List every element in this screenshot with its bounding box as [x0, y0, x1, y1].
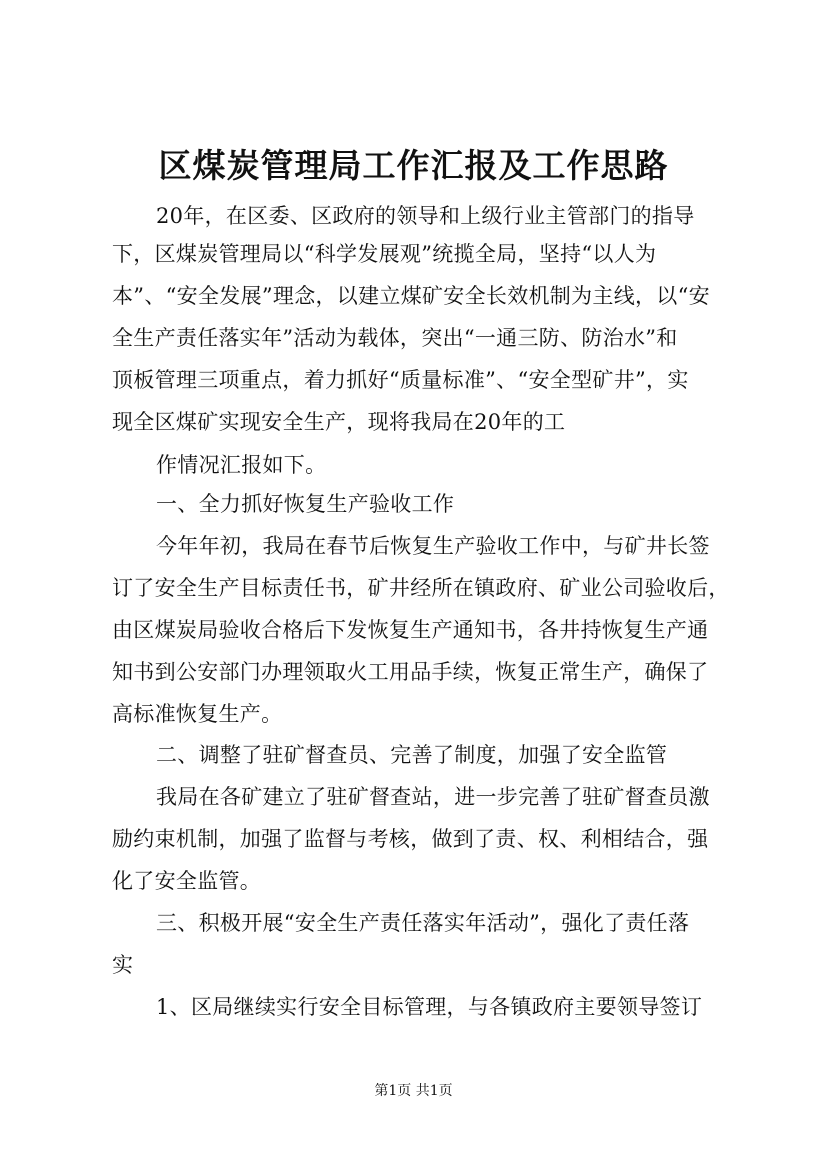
paragraph-line: 1、区局继续实行安全目标管理，与各镇政府主要领导签订 [156, 995, 703, 1019]
paragraph-line: 订了安全生产目标责任书，矿井经所在镇政府、矿业公司验收后， [112, 576, 730, 600]
section-heading: 一、全力抓好恢复生产验收工作 [156, 492, 455, 516]
document-title: 区煤炭管理局工作汇报及工作思路 [158, 146, 669, 185]
paragraph-line: 作情况汇报如下。 [156, 453, 327, 477]
paragraph-line: 我局在各矿建立了驻矿督查站，进一步完善了驻矿督查员激 [156, 785, 710, 809]
paragraph-line: 今年年初，我局在春节后恢复生产验收工作中，与矿井长签 [156, 534, 710, 558]
paragraph-line: 现全区煤矿实现安全生产，现将我局在20年的工 [112, 410, 566, 434]
paragraph-line: 由区煤炭局验收合格后下发恢复生产通知书，各井持恢复生产通 [112, 618, 709, 642]
paragraph-line: 本”、“安全发展”理念，以建立煤矿安全长效机制为主线，以“安 [112, 284, 710, 308]
paragraph-line: 知书到公安部门办理领取火工用品手续，恢复正常生产，确保了 [112, 660, 709, 684]
paragraph-line: 顶板管理三项重点，着力抓好“质量标准”、“安全型矿井”，实 [112, 368, 689, 392]
paragraph-line: 高标准恢复生产。 [112, 702, 283, 726]
paragraph-line: 下，区煤炭管理局以“科学发展观”统揽全局，坚持“以人为 [112, 242, 657, 266]
section-heading: 二、调整了驻矿督查员、完善了制度，加强了安全监管 [156, 743, 668, 767]
section-heading: 三、积极开展“安全生产责任落实年活动”，强化了责任落 [156, 911, 690, 935]
page-footer: 第1页 共1页 [374, 1083, 453, 1099]
paragraph-line: 全生产责任落实年”活动为载体，突出“一通三防、防治水”和 [112, 326, 678, 350]
section-heading-continued: 实 [112, 953, 134, 977]
paragraph-line: 励约束机制，加强了监督与考核，做到了责、权、利相结合，强 [112, 827, 709, 851]
paragraph-line: 20年，在区委、区政府的领导和上级行业主管部门的指导 [156, 204, 695, 228]
paragraph-line: 化了安全监管。 [112, 869, 262, 893]
